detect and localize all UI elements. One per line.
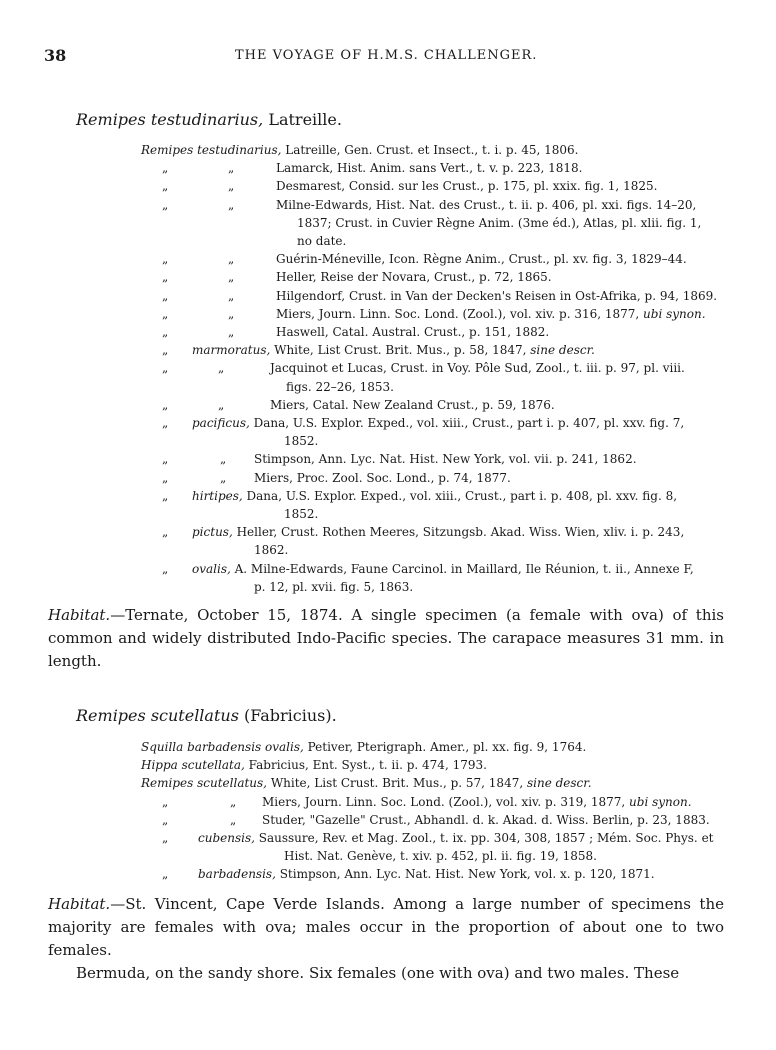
synonymy-entry	[141, 141, 579, 159]
ditto-mark: „	[218, 361, 225, 376]
citation-text: Dana, U.S. Explor. Exped., vol. xiii., Crust., part i. p. 407, pl. xxv. fig. 7,	[249, 416, 685, 430]
synonymy-entry	[254, 469, 511, 487]
citation-text: Heller, Crust. Rothen Meeres, Sitzungsb. Akad. Wiss. Wien, xliv. i. p. 243,	[232, 525, 685, 540]
synonymy-line	[0, 432, 776, 450]
ditto-mark: „	[228, 325, 235, 339]
habitat-label: Habitat.	[48, 895, 111, 913]
citation-text: Haswell, Catal. Austral. Crust., p. 151, 1882.	[276, 325, 550, 339]
bermuda-paragraph: Bermuda, on the sandy shore. Six females (one with ova) and two males. These	[76, 964, 680, 982]
ditto-mark: „	[162, 867, 169, 882]
synonymy-entry	[141, 756, 487, 774]
synonymy-line	[0, 268, 776, 286]
synonymy-line	[0, 774, 776, 792]
habitat-paragraph-1	[48, 604, 724, 673]
synonymy-line	[0, 756, 776, 774]
ditto-mark: „	[162, 325, 169, 339]
habitat-label: Habitat.	[48, 606, 111, 624]
ditto-mark: „	[162, 470, 169, 485]
synonymy-entry	[284, 432, 318, 450]
habitat-text: —St. Vincent, Cape Verde Islands. Among a large number of specimens the majority are females with ova; males occur in the proportion of about one to two females.	[48, 895, 724, 959]
citation-text: Milne-Edwards, Hist. Nat. des Crust., t. ii. p. 406, pl. xxi. figs. 14–20,	[276, 197, 697, 212]
citation-text: 1852.	[284, 434, 319, 449]
citation-text: Saussure, Rev. et Mag. Zool., t. ix. pp. 304, 308, 1857 ; Mém. Soc. Phys. et	[254, 831, 714, 845]
synonymy-line	[0, 341, 776, 359]
taxon-name: pacificus,	[192, 416, 250, 430]
synonymy-entry	[192, 414, 684, 432]
synonymy-line	[0, 487, 776, 505]
citation-text: Studer, "Gazelle" Crust., Abhandl. d. k. Akad. d. Wiss. Berlin, p. 23, 1883.	[262, 812, 710, 827]
synonymy-line	[0, 523, 776, 541]
synonymy-entry	[276, 268, 552, 286]
citation-text: Heller, Reise der Novara, Crust., p. 72, 1865.	[276, 270, 552, 285]
synonymy-entry	[198, 865, 655, 883]
ditto-mark: „	[230, 794, 237, 809]
synonymy-entry	[286, 378, 394, 396]
ditto-mark: „	[162, 525, 169, 540]
species-heading-1	[76, 110, 342, 129]
taxon-name: cubensis,	[198, 831, 255, 845]
synonymy-line	[0, 560, 776, 578]
synonymy-entry	[284, 505, 318, 523]
ditto-mark: „	[162, 252, 169, 267]
citation-text: 1862.	[254, 543, 289, 558]
synonymy-line	[0, 141, 776, 159]
ditto-mark: „	[228, 197, 235, 212]
species-name: Remipes scutellatus	[76, 706, 239, 725]
citation-text: Latreille, Gen. Crust. et Insect., t. i. p. 45, 1806.	[281, 143, 579, 157]
ditto-mark: „	[218, 397, 225, 412]
taxon-name: ovalis,	[192, 561, 231, 576]
synonymy-entry	[254, 578, 413, 596]
ditto-mark: „	[162, 416, 169, 430]
synonymy-line	[0, 793, 776, 811]
citation-text: Miers, Catal. New Zealand Crust., p. 59, 1876.	[270, 397, 555, 412]
taxon-name: pictus,	[192, 525, 233, 540]
ditto-mark: „	[228, 161, 235, 176]
synonymy-entry	[276, 287, 717, 305]
synonymy-line	[0, 396, 776, 414]
species-author: (Fabricius).	[238, 706, 337, 725]
ditto-mark: „	[162, 179, 169, 194]
ditto-mark: „	[162, 197, 169, 212]
synonymy-entry	[270, 359, 685, 377]
ditto-mark: „	[228, 270, 235, 285]
synonymy-line	[0, 305, 776, 323]
ditto-mark: „	[162, 397, 169, 412]
citation-text: p. 12, pl. xvii. fig. 5, 1863.	[254, 579, 414, 594]
synonymy-entry	[254, 450, 637, 468]
synonymy-line	[0, 159, 776, 177]
synonymy-line	[0, 196, 776, 214]
synonymy-entry	[297, 214, 701, 232]
ditto-mark: „	[162, 270, 169, 285]
synonymy-entry	[192, 523, 684, 541]
synonymy-line	[0, 250, 776, 268]
synonymy-line	[0, 578, 776, 596]
citation-text: Miers, Journ. Linn. Soc. Lond. (Zool.), vol. xiv. p. 316, 1877, ubi synon.	[276, 306, 706, 321]
synonymy-entry	[262, 793, 692, 811]
ditto-mark: „	[162, 306, 169, 321]
citation-text: Petiver, Pterigraph. Amer., pl. xx. fig. 9, 1764.	[303, 740, 587, 754]
synonymy-line	[0, 214, 776, 232]
synonymy-line	[0, 847, 776, 865]
citation-text: no date.	[297, 234, 347, 248]
synonymy-line	[0, 469, 776, 487]
ditto-mark: „	[228, 306, 235, 321]
synonymy-entry	[254, 541, 288, 559]
citation-text: Hilgendorf, Crust. in Van der Decken's Reisen in Ost-Afrika, p. 94, 1869.	[276, 288, 718, 303]
species-heading-2	[76, 706, 337, 725]
synonymy-entry	[276, 250, 687, 268]
citation-text: Hist. Nat. Genève, t. xiv. p. 452, pl. ii. fig. 19, 1858.	[284, 849, 597, 864]
citation-text: 1837; Crust. in Cuvier Règne Anim. (3me éd.), Atlas, pl. xlii. fig. 1,	[297, 215, 702, 230]
ditto-mark: „	[228, 252, 235, 267]
ditto-mark: „	[162, 452, 169, 467]
synonymy-entry	[192, 560, 694, 578]
ditto-mark: „	[162, 343, 169, 358]
citation-text: Desmarest, Consid. sur les Crust., p. 175, pl. xxix. fig. 1, 1825.	[276, 179, 658, 194]
taxon-name: hirtipes,	[192, 488, 243, 503]
ditto-mark: „	[162, 812, 169, 827]
ditto-mark: „	[162, 794, 169, 809]
citation-text: figs. 22–26, 1853.	[286, 379, 394, 394]
citation-text: White, List Crust. Brit. Mus., p. 57, 1847, sine descr.	[267, 776, 592, 791]
ditto-mark: „	[228, 179, 235, 194]
citation-text: Stimpson, Ann. Lyc. Nat. Hist. New York, vol. vii. p. 241, 1862.	[254, 452, 637, 467]
citation-text: 1852.	[284, 507, 319, 521]
synonymy-entry	[192, 487, 677, 505]
synonymy-entry	[270, 396, 555, 414]
taxon-name: marmoratus,	[192, 343, 271, 358]
ditto-mark: „	[162, 561, 169, 576]
running-title: THE VOYAGE OF H.M.S. CHALLENGER.	[235, 48, 538, 63]
synonymy-entry	[141, 738, 586, 756]
synonymy-line	[0, 865, 776, 883]
ditto-mark: „	[162, 831, 169, 845]
synonymy-entry	[141, 774, 592, 792]
citation-text: Miers, Journ. Linn. Soc. Lond. (Zool.), vol. xiv. p. 319, 1877, ubi synon.	[262, 794, 692, 809]
synonymy-line	[0, 738, 776, 756]
synonymy-line	[0, 232, 776, 250]
page-number: 38	[44, 46, 67, 65]
taxon-name: barbadensis,	[198, 867, 276, 882]
ditto-mark: „	[230, 812, 237, 827]
ditto-mark: „	[220, 452, 227, 467]
habitat-text: —Ternate, October 15, 1874. A single specimen (a female with ova) of this common and widely distributed Indo-Pacific species. The carapace measures 31 mm. in length.	[48, 606, 724, 670]
taxon-name: Hippa scutellata,	[141, 758, 245, 773]
synonymy-entry	[262, 811, 710, 829]
habitat-paragraph-2	[48, 893, 724, 962]
synonymy-line	[0, 359, 776, 377]
ditto-mark: „	[220, 470, 227, 485]
synonymy-line	[0, 505, 776, 523]
synonymy-entry	[198, 829, 714, 847]
ditto-mark: „	[162, 161, 169, 176]
citation-text: Jacquinot et Lucas, Crust. in Voy. Pôle Sud, Zool., t. iii. p. 97, pl. viii.	[270, 361, 685, 376]
citation-text: Dana, U.S. Explor. Exped., vol. xiii., Crust., part i. p. 408, pl. xxv. fig. 8,	[242, 488, 678, 503]
species-name: Remipes testudinarius,	[76, 110, 264, 129]
synonymy-line	[0, 177, 776, 195]
citation-text: Stimpson, Ann. Lyc. Nat. Hist. New York, vol. x. p. 120, 1871.	[275, 867, 655, 882]
synonymy-entry	[192, 341, 595, 359]
ditto-mark: „	[162, 288, 169, 303]
synonymy-entry	[297, 232, 346, 250]
synonymy-line	[0, 541, 776, 559]
ditto-mark: „	[162, 361, 169, 376]
synonymy-entry	[276, 177, 657, 195]
synonymy-entry	[276, 305, 706, 323]
citation-text: Miers, Proc. Zool. Soc. Lond., p. 74, 1877.	[254, 470, 511, 485]
taxon-name: Remipes testudinarius,	[141, 143, 282, 157]
synonymy-line	[0, 323, 776, 341]
ditto-mark: „	[162, 488, 169, 503]
synonymy-line	[0, 378, 776, 396]
synonymy-line	[0, 811, 776, 829]
citation-text: A. Milne-Edwards, Faune Carcinol. in Maillard, Ile Réunion, t. ii., Annexe F,	[230, 561, 694, 576]
synonymy-line	[0, 414, 776, 432]
taxon-name: Remipes scutellatus,	[141, 776, 267, 791]
synonymy-line	[0, 287, 776, 305]
citation-text: Fabricius, Ent. Syst., t. ii. p. 474, 1793.	[244, 758, 487, 773]
synonymy-entry	[276, 196, 696, 214]
ditto-mark: „	[228, 288, 235, 303]
synonymy-entry	[276, 323, 549, 341]
citation-text: White, List Crust. Brit. Mus., p. 58, 1847, sine descr.	[270, 343, 595, 358]
citation-text: Guérin-Méneville, Icon. Règne Anim., Crust., pl. xv. fig. 3, 1829–44.	[276, 252, 687, 267]
synonymy-entry	[276, 159, 582, 177]
taxon-name: Squilla barbadensis ovalis,	[141, 740, 304, 754]
synonymy-line	[0, 829, 776, 847]
synonymy-entry	[284, 847, 597, 865]
species-author: Latreille.	[263, 110, 342, 129]
synonymy-line	[0, 450, 776, 468]
citation-text: Lamarck, Hist. Anim. sans Vert., t. v. p. 223, 1818.	[276, 161, 583, 176]
